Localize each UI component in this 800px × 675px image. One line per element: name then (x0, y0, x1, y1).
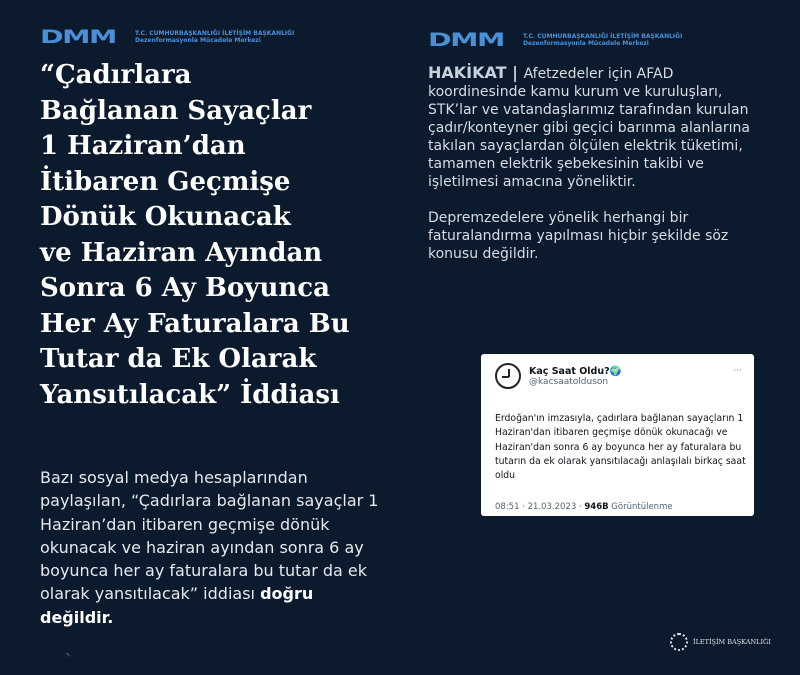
dmm-logo (40, 26, 294, 48)
tweet-meta: 08:51 · 21.03.2023 · 946B Görüntülenme (495, 502, 673, 512)
claim-summary: Bazı sosyal medya hesaplarından paylaşılan, “Çadırlara bağlanan sayaçlar 1 Haziran’dan itibaren geçmişe dönük okunacak ve haziran ayından sonra 6 ay boyunca her ay faturalara bu tutar da ek olarak yansıtılacak” iddiası doğru değildir. (40, 468, 379, 627)
clock-avatar-icon (495, 363, 521, 389)
fact-label: HAKİKAT (428, 63, 507, 82)
tweet-body: Erdoğan'ın imzasıyla, çadırlara bağlanan sayaçların 1 Haziran'dan itibaren geçmişe dönük okunacağı ve Haziran'dan sonra 6 ay boyunca her ay faturalara bu tutarın da ek olarak yansıtılacağı anlaşılalı birkaç saat oldu (495, 413, 746, 482)
tweet-author: Kaç Saat Oldu?🌍 (529, 365, 622, 377)
dmm-logo-text: T.C. CUMHURBAŞKANLIĞI İLETİŞİM BAŞKANLIĞI Dezenformasyonla Mücadele Merkezi (135, 30, 295, 44)
verdict: doğru değildir. (40, 584, 314, 627)
corner-mark: ◝ (66, 652, 70, 662)
more-icon: ··· (733, 366, 742, 376)
iletisim-logo: İLETİŞİM BAŞKANLIĞI (670, 633, 771, 651)
tweet-screenshot (481, 354, 754, 516)
emblem-icon (670, 633, 688, 651)
fact-paragraph-2: Depremzedelere yönelik herhangi bir faturalandırma yapılması hiçbir şekilde söz konusu değildir. (428, 210, 729, 262)
tweet-handle: @kacsaatolduson (529, 376, 609, 387)
dmm-logo-mark: DMM (40, 26, 116, 48)
dmm-logo-right (428, 29, 682, 51)
fact-section: HAKİKAT | Afetzedeler için AFAD koordinesinde kamu kurum ve kuruluşları, STK’lar ve vatandaşlarımız tarafından kurulan çadır/konteyner gibi geçici barınma alanlarına takılan sayaçlardan ölçülen elektrik tüketimi, tamamen elektrik şebekesinin takibi ve işletilmesi amacına yöneliktir. Depremzedelere yönelik herhangi bir faturalandırma yapılması hiçbir şekilde söz konusu değildir. (428, 64, 768, 281)
dmm-logo-text: T.C. CUMHURBAŞKANLIĞI İLETİŞİM BAŞKANLIĞI Dezenformasyonla Mücadele Merkezi (523, 33, 683, 47)
claim-title: “Çadırlara Bağlanan Sayaçlar 1 Haziran’dan İtibaren Geçmişe Dönük Okunacak ve Haziran Ayından Sonra 6 Ay Boyunca Her Ay Faturalara Bu Tutar da Ek Olarak Yansıtılacak” İddiası (40, 60, 350, 410)
dmm-logo-mark: DMM (428, 29, 504, 51)
